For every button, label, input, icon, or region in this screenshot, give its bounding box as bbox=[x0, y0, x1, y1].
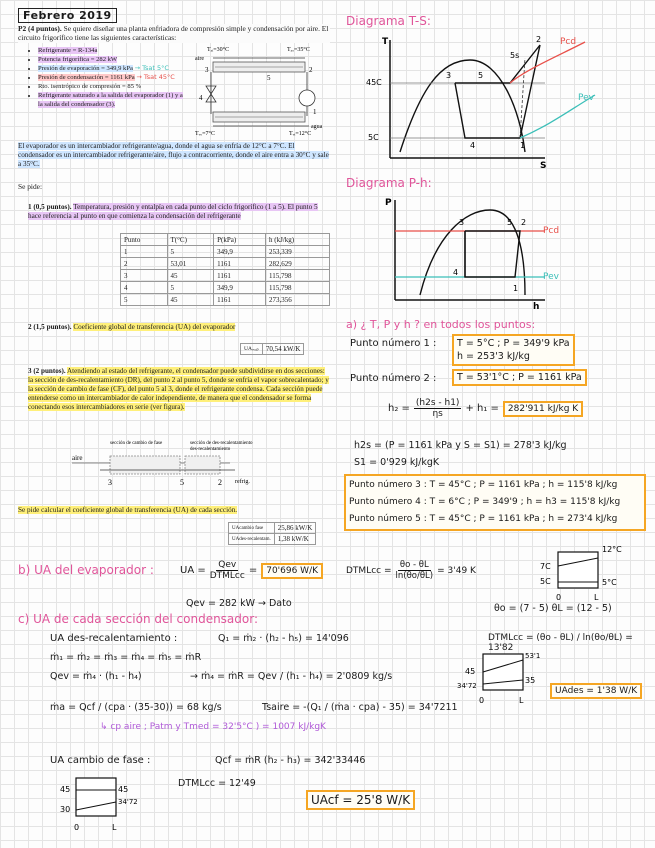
ph-cycle-path bbox=[465, 231, 520, 277]
theta-line: θo = (7 - 5) θL = (12 - 5) bbox=[494, 603, 612, 614]
points-3-5 bbox=[344, 474, 646, 531]
ts-pev-label: Pev bbox=[578, 93, 594, 103]
evap-profile-box bbox=[558, 552, 598, 588]
se-pide: Se pide: bbox=[18, 182, 43, 191]
question-3-ask: Se pide calcular el coeficiente global de transferencia (UA) de cada sección. bbox=[18, 506, 238, 514]
ua-des-result: UAdes = 1'38 W/K bbox=[550, 683, 642, 699]
evap-fig-L: L bbox=[594, 593, 599, 602]
part-a-question: a) ¿ T, P y h ? en todos los puntos: bbox=[346, 318, 536, 331]
ts-pcd-isobar bbox=[510, 42, 585, 83]
problem-intro: P2 (4 puntos). Se quiere diseñar una planta enfriadora de compresión simple y condensación por aire. El circuito frigorífico tiene las siguientes características: bbox=[18, 24, 329, 43]
dr-fig-35: 35 bbox=[525, 676, 536, 685]
part-c-title: c) UA de cada sección del condensador: bbox=[18, 612, 259, 626]
ph-pt-4: 4 bbox=[453, 268, 459, 277]
ts-pt-3: 3 bbox=[446, 71, 452, 80]
evap-fig-5a: 5C bbox=[540, 577, 551, 586]
bullet-evap-pressure: • Presión de evaporación = 349,9 kPa → Tsat 5°C bbox=[38, 64, 186, 73]
points-table bbox=[120, 233, 330, 306]
ts-pt-5s: 5s bbox=[510, 51, 520, 60]
ph-title: Diagrama P-h: bbox=[346, 176, 432, 190]
ma-equation: ṁa = Qcf / (cpa · (35-30)) = 68 kg/s bbox=[50, 702, 222, 713]
ts-s-label: S bbox=[540, 161, 547, 171]
cf-fig-45b: 45 bbox=[118, 785, 129, 794]
table-row: 4 5 349,9 115,798 bbox=[121, 282, 330, 294]
ph-pev-label: Pev bbox=[543, 272, 559, 282]
aire-label: aire bbox=[195, 56, 204, 62]
fig-node-3: 3 bbox=[108, 478, 112, 487]
point-4-values: Punto número 4 : T = 6°C ; P = 349'9 ; h = h3 = 115'8 kJ/kg bbox=[349, 497, 621, 507]
evap-fig-5b: 5°C bbox=[602, 578, 617, 587]
dr-label: UA des-recalentamiento : bbox=[50, 633, 178, 644]
dr-fig-3472: 34'72 bbox=[457, 682, 477, 690]
question-3: 3 (2 puntos). Atendiendo al estado del refrigerante, el condensador puede subdividirse en dos secciones: la sección de des-recalentamiento (DR), del punto 2 al punto 5, donde se enfría el vapor sobrecalentado; y la sección de cambio de fase (CF), del punto 5 al 3, donde el refrigerante condensa. Cada sección puede entenderse como un intercambiador de calor independiente, de manera que el condensador se forma conectando esos intercambiadores en serie (ver figura). bbox=[28, 367, 329, 412]
node-3: 3 bbox=[205, 66, 209, 74]
question-1: 1 (0,5 puntos). Temperatura, presión y entalpía en cada punto del ciclo frigorífico (1 a 5). El punto 5 hace referencia al punto en que comienza la condensación del refrigerante bbox=[28, 203, 318, 221]
cycle-schematic bbox=[185, 44, 330, 136]
cf-section-box bbox=[110, 456, 180, 474]
bullet-cond-pressure: • Presión de condensación = 1161 kPa → Tsat 45°C bbox=[38, 73, 186, 82]
dr-fig-45: 45 bbox=[465, 667, 476, 676]
point-1-values: T = 5°C ; P = 349'9 kPa h = 253'3 kJ/kg bbox=[452, 334, 575, 366]
cp-note: ↳ cp aire ; Patm y Tmed = 32'5°C ) = 1007 kJ/kgK bbox=[100, 722, 326, 732]
tsair-equation: Tsaire = -(Q₁ / (ṁa · cpa) - 35) = 34'7211 bbox=[262, 702, 458, 713]
point-2-label: Punto número 2 : bbox=[350, 373, 437, 384]
dr-section-box bbox=[185, 456, 220, 474]
dr-profile-box bbox=[483, 654, 523, 690]
ts-pt-5: 5 bbox=[478, 71, 484, 80]
cf-fig-L: L bbox=[112, 823, 117, 832]
cf-section-label: sección de cambio de fase bbox=[110, 441, 163, 446]
dr-temp-profile bbox=[455, 650, 541, 710]
ua-evap-formula: UA = Qev DTMLcc = 70'696 W/K bbox=[180, 560, 323, 581]
q1-equation: Q₁ = ṁ₂ · (h₂ - h₅) = 14'096 bbox=[218, 633, 349, 644]
table-row: 1 5 349,9 253,339 bbox=[121, 246, 330, 258]
part-b-title: b) UA del evaporador : bbox=[18, 563, 154, 577]
dtml-dr-equation: DTMLcc = (θo - θL) / ln(θo/θL) = 13'82 bbox=[488, 633, 633, 653]
ph-p-label: P bbox=[385, 198, 392, 208]
bullet-efficiency: • Rto. isentrópico de compresión = 85 % bbox=[38, 82, 186, 91]
evap-fig-7: 7C bbox=[540, 562, 551, 571]
ts-t-label: T bbox=[382, 37, 389, 47]
qcf-equation: Qcf = ṁR (h₂ - h₃) = 342'33446 bbox=[215, 755, 366, 766]
fig-node-5: 5 bbox=[180, 478, 184, 487]
question-2: 2 (1,5 puntos). Coeficiente global de transferencia (UA) del evaporador bbox=[28, 323, 236, 331]
ua-cf-result: UAcf = 25'8 W/K bbox=[306, 790, 415, 810]
ph-pcd-label: Pcd bbox=[543, 226, 560, 236]
h2s-line: h2s = (P = 1161 kPa y S = S1) = 278'3 kJ/kg bbox=[354, 440, 567, 451]
bullet-power: • Potencia frigorífica = 282 kW bbox=[38, 55, 186, 64]
node-5: 5 bbox=[267, 74, 271, 82]
t-ai-label: Tₐᵢ=30°C bbox=[207, 47, 230, 53]
ts-pt-2: 2 bbox=[536, 35, 542, 44]
ts-t5-label: 5C bbox=[368, 133, 379, 142]
table-row: 2 53,01 1161 282,629 bbox=[121, 258, 330, 270]
bullet-list bbox=[26, 46, 186, 109]
t-wi-label: Tᵥᵢ=12°C bbox=[289, 131, 312, 137]
ph-pt-2: 2 bbox=[521, 218, 527, 227]
dr-fig-531: 53'1 bbox=[525, 652, 541, 660]
h2-formula: h₂ = $\frac{(h2s - h1)}{\eta s}$ + h₁ = 282'911 kJ/kg K bbox=[388, 398, 583, 419]
cf-fig-45a: 45 bbox=[60, 785, 71, 794]
node-4: 4 bbox=[199, 94, 203, 102]
point-3-values: Punto número 3 : T = 45°C ; P = 1161 kPa ; h = 115'8 kJ/kg bbox=[349, 480, 618, 490]
col-punto: Punto bbox=[121, 234, 168, 246]
cf-profile-box bbox=[76, 778, 116, 816]
ts-pcd-label: Pcd bbox=[560, 37, 577, 47]
ts-t45-label: 45C bbox=[366, 78, 382, 87]
bullet-saturated: • Refrigerante saturado a la salida del evaporador (1) y a la salida del condensador (3). bbox=[38, 91, 188, 109]
evap-fig-0: 0 bbox=[556, 593, 562, 602]
ph-pt-3: 3 bbox=[459, 218, 465, 227]
cf-fig-0: 0 bbox=[74, 823, 80, 832]
dr-section-label-2: des-recalentamiento bbox=[190, 447, 231, 452]
table-header bbox=[121, 234, 330, 246]
ts-pt-4: 4 bbox=[470, 141, 476, 150]
q2-result: UAₑᵥₐₚ 70,54 kW/K bbox=[240, 343, 304, 355]
col-h: h (kJ/kg) bbox=[266, 234, 330, 246]
cf-label: UA cambio de fase : bbox=[50, 755, 151, 766]
dr-section-label: sección de des-recalentamiento bbox=[190, 441, 253, 446]
qev-equation: Qev = ṁ₄ · (h₁ - h₄) bbox=[50, 671, 142, 682]
dtml-evap-formula: DTMLcc = $\frac{\theta o - \theta L}{\ln(\theta o/\theta L)}$ = 3'49 K bbox=[346, 560, 476, 581]
aire-label-2: aire bbox=[72, 454, 83, 462]
agua-label: agua bbox=[311, 124, 323, 130]
node-2: 2 bbox=[309, 66, 313, 74]
point-5-values: Punto número 5 : T = 45°C ; P = 1161 kPa ; h = 273'4 kJ/kg bbox=[349, 514, 618, 524]
ph-h-label: h bbox=[533, 302, 540, 312]
s1-line: S1 = 0'929 kJ/kgK bbox=[354, 457, 440, 468]
evap-temp-profile bbox=[530, 540, 640, 608]
qev-line: Qev = 282 kW → Dato bbox=[186, 598, 292, 609]
m-equation: ṁ₁ = ṁ₂ = ṁ₃ = ṁ₄ = ṁ₅ = ṁR bbox=[50, 652, 202, 663]
date-title: Febrero 2019 bbox=[18, 8, 117, 23]
fig-node-2: 2 bbox=[218, 478, 222, 487]
dtml-cf: DTMLcc = 12'49 bbox=[178, 778, 256, 789]
ph-diagram bbox=[375, 195, 595, 310]
point-2-values: T = 53'1°C ; P = 1161 kPa bbox=[452, 369, 587, 386]
ts-title: Diagrama T-S: bbox=[346, 14, 431, 28]
evaporator-description: El evaporador es un intercambiador refrigerante/agua, donde el agua se enfría de 12°C a 7°C. El condensador es un intercambiador refrigerante/aire, flujo a contracorriente, donde el aire entra a 30°C y sale a 35°C. bbox=[18, 142, 329, 169]
cf-temp-profile bbox=[48, 772, 148, 836]
dr-fig-L: L bbox=[519, 696, 524, 705]
ts-pt-1: 1 bbox=[520, 141, 526, 150]
cf-fig-3472: 34'72 bbox=[118, 798, 138, 806]
condenser-split-figure bbox=[70, 438, 270, 488]
ts-cycle-path bbox=[455, 45, 540, 138]
point-1-label: Punto número 1 : bbox=[350, 338, 437, 349]
ts-cond-path bbox=[455, 45, 540, 83]
dr-fig-0: 0 bbox=[479, 696, 485, 705]
evap-fig-12: 12°C bbox=[602, 545, 622, 554]
table-row: 5 45 1161 273,356 bbox=[121, 294, 330, 306]
cf-fig-30: 30 bbox=[60, 805, 71, 814]
refrig-label: refrig. bbox=[235, 479, 250, 485]
col-p: P(kPa) bbox=[214, 234, 266, 246]
t-wo-label: Tᵥₒ=7°C bbox=[195, 131, 215, 137]
col-t: T(°C) bbox=[167, 234, 214, 246]
table-row: 3 45 1161 115,798 bbox=[121, 270, 330, 282]
node-1: 1 bbox=[313, 108, 317, 116]
ts-diagram bbox=[360, 30, 620, 170]
ph-pt-1: 1 bbox=[513, 284, 519, 293]
t-ao-label: Tₐₒ=35°C bbox=[287, 47, 310, 53]
bullet-refrigerant: • Refrigerante = R-134a bbox=[38, 46, 186, 55]
mr-equation: → ṁ₄ = ṁR = Qev / (h₁ - h₄) = 2'0809 kg/s bbox=[190, 671, 393, 682]
compressor-icon bbox=[299, 90, 315, 106]
ph-pt-5: 5 bbox=[507, 218, 513, 227]
q3-results: UAcambio fase 25,86 kW/K UAdes-recalentam. 1,38 kW/K bbox=[228, 522, 316, 545]
